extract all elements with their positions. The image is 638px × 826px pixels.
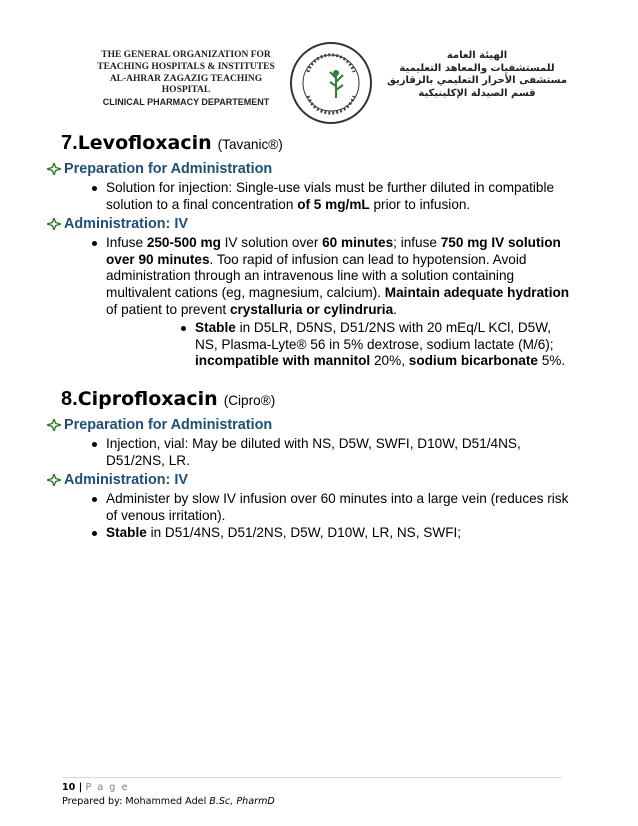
department-name: CLINICAL PHARMACY DEPARTEMENT	[102, 97, 270, 108]
english-line-3: AL-AHRAR ZAGAZIG TEACHING HOSPITAL	[109, 73, 263, 96]
english-line-1: THE GENERAL ORGANIZATION FOR	[101, 50, 271, 60]
prepared-by-line	[62, 795, 562, 809]
brand-name: (Tavanic®)	[217, 137, 283, 152]
section-number: 8.	[61, 387, 78, 410]
section-title-ciprofloxacin	[61, 386, 577, 414]
english-institution-block	[86, 50, 286, 109]
diamond-bullet-icon	[47, 474, 61, 486]
arabic-institution-block	[378, 50, 576, 100]
brand-name: (Cipro®)	[223, 392, 276, 408]
list-item: Solution for injection: Single-use vials must be further diluted in compatible solution to a final concentration of 5 mg/mL prior to infusion.	[106, 180, 577, 213]
prepared-by: Prepared by: Mohammed Adel	[62, 796, 210, 807]
page-footer	[62, 777, 562, 809]
credentials: B.Sc, PharmD	[209, 796, 275, 807]
list-item: Administer by slow IV infusion over 60 minutes into a large vein (reduces risk of venous irritation).	[106, 491, 577, 524]
section-number: 7.	[61, 132, 78, 154]
english-line-2: TEACHING HOSPITALS & INSTITUTES	[97, 61, 275, 72]
arabic-line-4: قسم الصيدلة الإكلينيكية	[418, 87, 536, 99]
letterhead	[0, 36, 638, 126]
section-title-levofloxacin	[61, 130, 577, 158]
page-number-line	[62, 781, 562, 795]
admin-heading: Administration: IV	[47, 215, 577, 233]
prep-list	[47, 180, 577, 213]
page-word: P a g e	[85, 782, 129, 793]
arabic-line-1: الهيئة العامة	[446, 50, 508, 61]
diamond-bullet-icon	[47, 218, 61, 230]
hospital-logo-icon	[288, 40, 374, 126]
page-separator: |	[75, 782, 86, 793]
document-body	[47, 130, 577, 544]
diamond-bullet-icon	[47, 419, 61, 431]
drug-name: Ciprofloxacin	[77, 387, 218, 410]
prep-heading: Preparation for Administration	[47, 416, 577, 434]
list-item: Stable in D51/4NS, D51/2NS, D5W, D10W, LR, NS, SWFI;	[106, 525, 577, 542]
prep-list	[47, 436, 577, 469]
diamond-bullet-icon	[47, 163, 61, 175]
list-item: Injection, vial: May be diluted with NS, D5W, SWFI, D10W, D51/4NS, D51/2NS, LR.	[106, 436, 577, 469]
admin-heading: Administration: IV	[47, 471, 577, 489]
list-item: Stable in D5LR, D5NS, D51/2NS with 20 mEq/L KCl, D5W, NS, Plasma-Lyte® 56 in 5% dextrose, sodium lactate (M/6); incompatible with mannitol 20%, sodium bicarbonate 5%.	[195, 320, 577, 370]
page-number: 10	[62, 782, 76, 793]
arabic-line-2: للمستشفيات والمعاهد التعليمية	[399, 62, 555, 74]
drug-name: Levofloxacin	[77, 132, 212, 154]
list-item: Infuse 250-500 mg IV solution over 60 minutes; infuse 750 mg IV solution over 90 minutes. Too rapid of infusion can lead to hypotension. Avoid administration through an intravenous line with a solution containing multivalent cations (eg, magnesium, calcium). Maintain adequate hydration of patient to prevent crystalluria or cylindruria.	[106, 235, 577, 318]
arabic-line-3: مستشفى الأحرار التعليمي بالزقازيق	[386, 75, 568, 86]
stability-list	[47, 320, 577, 370]
admin-list	[47, 491, 577, 542]
admin-list	[47, 235, 577, 318]
prep-heading: Preparation for Administration	[47, 160, 577, 178]
